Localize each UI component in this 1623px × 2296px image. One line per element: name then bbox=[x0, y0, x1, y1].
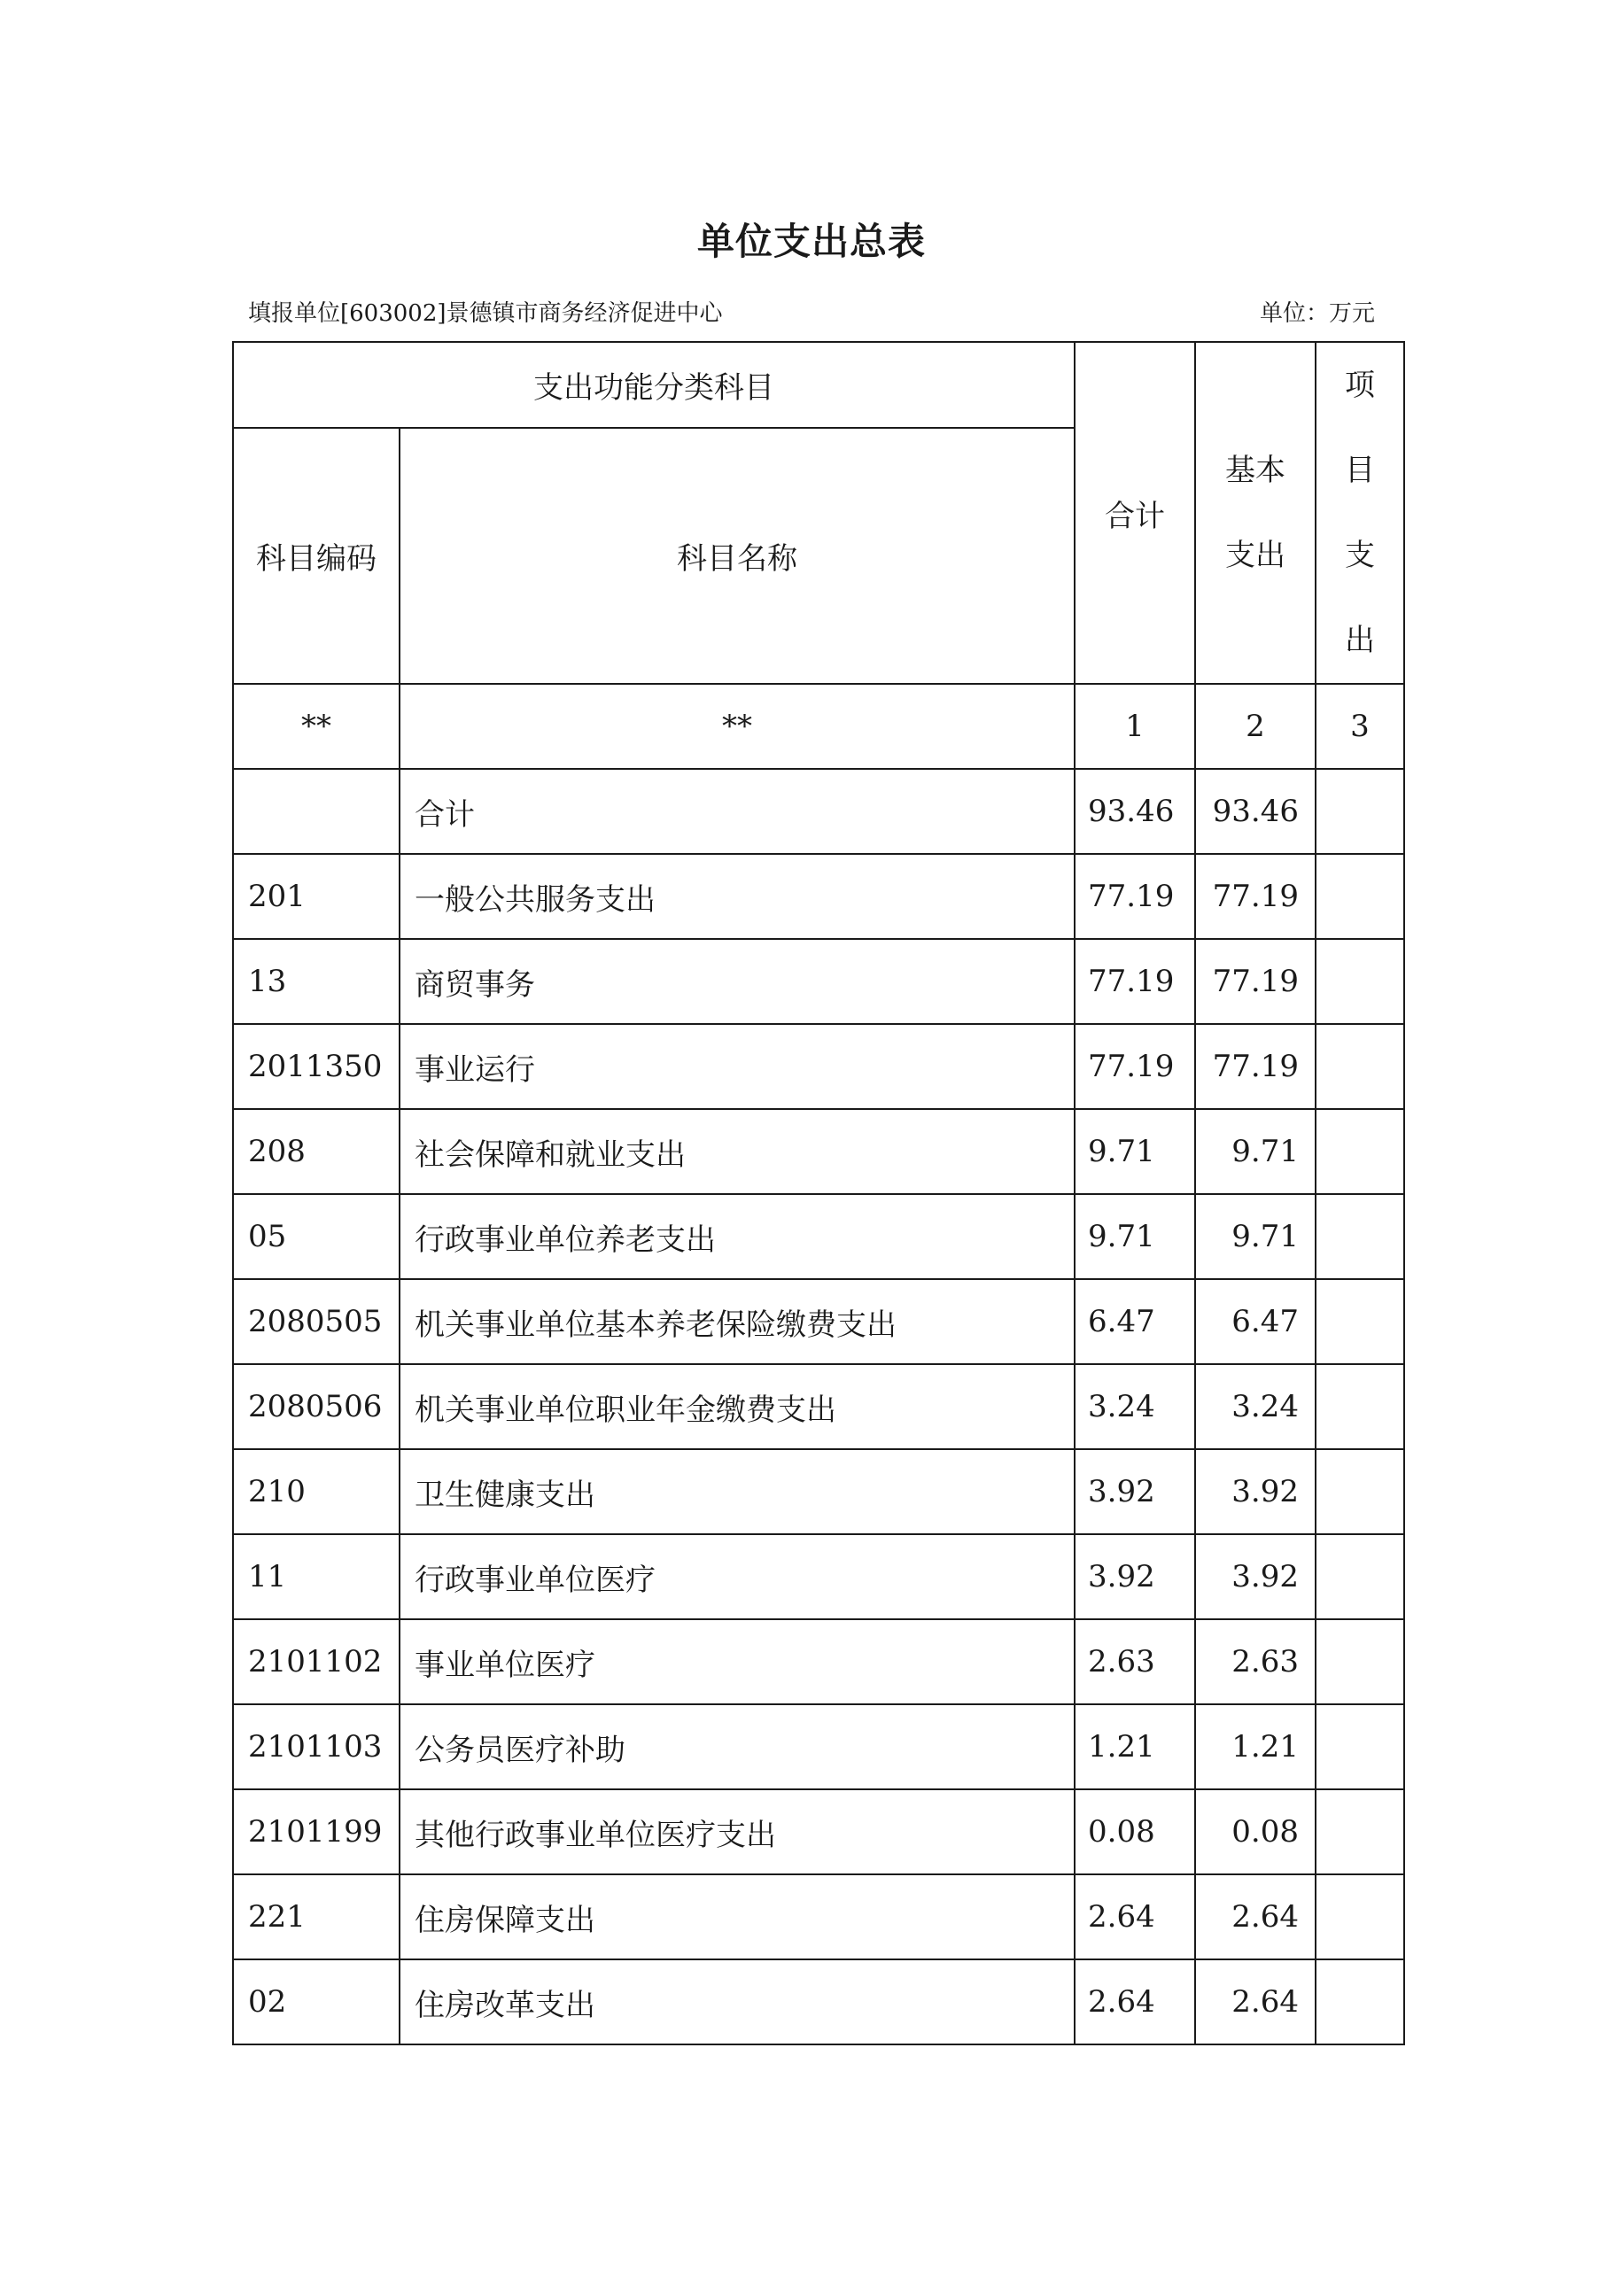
row-basic-cell: 3.24 bbox=[1195, 1364, 1316, 1449]
row-project-cell bbox=[1316, 1024, 1404, 1109]
page-title: 单位支出总表 bbox=[696, 220, 926, 263]
table-row bbox=[233, 1874, 1404, 1959]
header-project-line1: 项 bbox=[1345, 368, 1375, 403]
header-project-line4: 出 bbox=[1345, 623, 1375, 658]
row-total-cell: 6.47 bbox=[1075, 1279, 1195, 1364]
row-basic-cell: 77.19 bbox=[1195, 854, 1316, 939]
row-total-cell: 2.64 bbox=[1075, 1874, 1195, 1959]
index-name: ** bbox=[400, 684, 1075, 769]
table-row bbox=[233, 1449, 1404, 1534]
row-name-cell: 其他行政事业单位医疗支出 bbox=[400, 1789, 1075, 1874]
row-total-cell: 1.21 bbox=[1075, 1704, 1195, 1789]
row-name-cell: 一般公共服务支出 bbox=[400, 854, 1075, 939]
table-row bbox=[233, 1959, 1404, 2044]
row-project-cell bbox=[1316, 1279, 1404, 1364]
row-project-cell bbox=[1316, 769, 1404, 854]
row-total-cell: 3.92 bbox=[1075, 1449, 1195, 1534]
table-row bbox=[233, 1364, 1404, 1449]
row-basic-cell: 9.71 bbox=[1195, 1194, 1316, 1279]
row-total-cell: 93.46 bbox=[1075, 769, 1195, 854]
row-project-cell bbox=[1316, 854, 1404, 939]
row-code-cell: 2101102 bbox=[233, 1619, 400, 1704]
row-name-cell: 事业运行 bbox=[400, 1024, 1075, 1109]
row-basic-cell: 2.64 bbox=[1195, 1959, 1316, 2044]
expenditure-table bbox=[232, 341, 1405, 2045]
row-basic-cell: 1.21 bbox=[1195, 1704, 1316, 1789]
table-row bbox=[233, 1109, 1404, 1194]
row-code-cell: 11 bbox=[233, 1534, 400, 1619]
table-row bbox=[233, 1704, 1404, 1789]
index-row bbox=[233, 684, 1404, 769]
index-basic: 2 bbox=[1195, 684, 1316, 769]
row-basic-cell: 3.92 bbox=[1195, 1449, 1316, 1534]
row-code-cell: 2101199 bbox=[233, 1789, 400, 1874]
header-basic-line2: 支出 bbox=[1225, 538, 1285, 573]
row-basic-cell: 2.63 bbox=[1195, 1619, 1316, 1704]
row-total-cell: 77.19 bbox=[1075, 854, 1195, 939]
index-total: 1 bbox=[1075, 684, 1195, 769]
row-name-cell: 卫生健康支出 bbox=[400, 1449, 1075, 1534]
row-name-cell: 社会保障和就业支出 bbox=[400, 1109, 1075, 1194]
row-total-cell: 3.24 bbox=[1075, 1364, 1195, 1449]
header-project bbox=[1316, 342, 1404, 684]
row-project-cell bbox=[1316, 1959, 1404, 2044]
table-row bbox=[233, 1534, 1404, 1619]
table-body bbox=[233, 342, 1404, 2044]
header-basic bbox=[1195, 342, 1316, 684]
table-row bbox=[233, 1279, 1404, 1364]
row-name-cell: 事业单位医疗 bbox=[400, 1619, 1075, 1704]
header-row-1 bbox=[233, 342, 1404, 428]
row-name-cell: 机关事业单位基本养老保险缴费支出 bbox=[400, 1279, 1075, 1364]
row-total-cell: 9.71 bbox=[1075, 1194, 1195, 1279]
row-name-cell: 行政事业单位医疗 bbox=[400, 1534, 1075, 1619]
row-code-cell: 2080505 bbox=[233, 1279, 400, 1364]
row-project-cell bbox=[1316, 1194, 1404, 1279]
row-project-cell bbox=[1316, 939, 1404, 1024]
table-row bbox=[233, 1194, 1404, 1279]
row-code-cell: 13 bbox=[233, 939, 400, 1024]
table-row bbox=[233, 769, 1404, 854]
table-row bbox=[233, 1619, 1404, 1704]
row-name-cell: 商贸事务 bbox=[400, 939, 1075, 1024]
row-code-cell: 221 bbox=[233, 1874, 400, 1959]
header-total: 合计 bbox=[1075, 342, 1195, 684]
header-basic-line1: 基本 bbox=[1225, 453, 1285, 488]
row-basic-cell: 0.08 bbox=[1195, 1789, 1316, 1874]
row-code-cell: 210 bbox=[233, 1449, 400, 1534]
row-project-cell bbox=[1316, 1364, 1404, 1449]
row-code-cell bbox=[233, 769, 400, 854]
row-basic-cell: 2.64 bbox=[1195, 1874, 1316, 1959]
row-total-cell: 2.63 bbox=[1075, 1619, 1195, 1704]
row-code-cell: 2011350 bbox=[233, 1024, 400, 1109]
index-code: ** bbox=[233, 684, 400, 769]
row-basic-cell: 6.47 bbox=[1195, 1279, 1316, 1364]
currency-unit: 单位：万元 bbox=[1259, 300, 1375, 327]
row-total-cell: 0.08 bbox=[1075, 1789, 1195, 1874]
row-total-cell: 9.71 bbox=[1075, 1109, 1195, 1194]
row-project-cell bbox=[1316, 1534, 1404, 1619]
row-basic-cell: 3.92 bbox=[1195, 1534, 1316, 1619]
row-project-cell bbox=[1316, 1619, 1404, 1704]
row-code-cell: 2101103 bbox=[233, 1704, 400, 1789]
filing-unit: 填报单位[603002]景德镇市商务经济促进中心 bbox=[248, 300, 723, 327]
row-project-cell bbox=[1316, 1789, 1404, 1874]
row-basic-cell: 77.19 bbox=[1195, 939, 1316, 1024]
row-total-cell: 77.19 bbox=[1075, 939, 1195, 1024]
header-name: 科目名称 bbox=[400, 428, 1075, 685]
row-total-cell: 3.92 bbox=[1075, 1534, 1195, 1619]
row-basic-cell: 77.19 bbox=[1195, 1024, 1316, 1109]
table-row bbox=[233, 1789, 1404, 1874]
row-total-cell: 77.19 bbox=[1075, 1024, 1195, 1109]
row-name-cell: 机关事业单位职业年金缴费支出 bbox=[400, 1364, 1075, 1449]
table-row bbox=[233, 1024, 1404, 1109]
row-name-cell: 公务员医疗补助 bbox=[400, 1704, 1075, 1789]
row-code-cell: 02 bbox=[233, 1959, 400, 2044]
table-row bbox=[233, 854, 1404, 939]
row-project-cell bbox=[1316, 1704, 1404, 1789]
row-name-cell: 行政事业单位养老支出 bbox=[400, 1194, 1075, 1279]
header-func-category: 支出功能分类科目 bbox=[233, 342, 1075, 428]
row-name-cell: 合计 bbox=[400, 769, 1075, 854]
index-project: 3 bbox=[1316, 684, 1404, 769]
header-project-line2: 目 bbox=[1345, 453, 1375, 488]
row-project-cell bbox=[1316, 1449, 1404, 1534]
row-name-cell: 住房保障支出 bbox=[400, 1874, 1075, 1959]
row-code-cell: 2080506 bbox=[233, 1364, 400, 1449]
header-project-line3: 支 bbox=[1345, 538, 1375, 573]
table-row bbox=[233, 939, 1404, 1024]
row-project-cell bbox=[1316, 1874, 1404, 1959]
row-basic-cell: 93.46 bbox=[1195, 769, 1316, 854]
row-total-cell: 2.64 bbox=[1075, 1959, 1195, 2044]
row-basic-cell: 9.71 bbox=[1195, 1109, 1316, 1194]
row-name-cell: 住房改革支出 bbox=[400, 1959, 1075, 2044]
row-code-cell: 208 bbox=[233, 1109, 400, 1194]
row-project-cell bbox=[1316, 1109, 1404, 1194]
header-code: 科目编码 bbox=[233, 428, 400, 685]
row-code-cell: 05 bbox=[233, 1194, 400, 1279]
row-code-cell: 201 bbox=[233, 854, 400, 939]
